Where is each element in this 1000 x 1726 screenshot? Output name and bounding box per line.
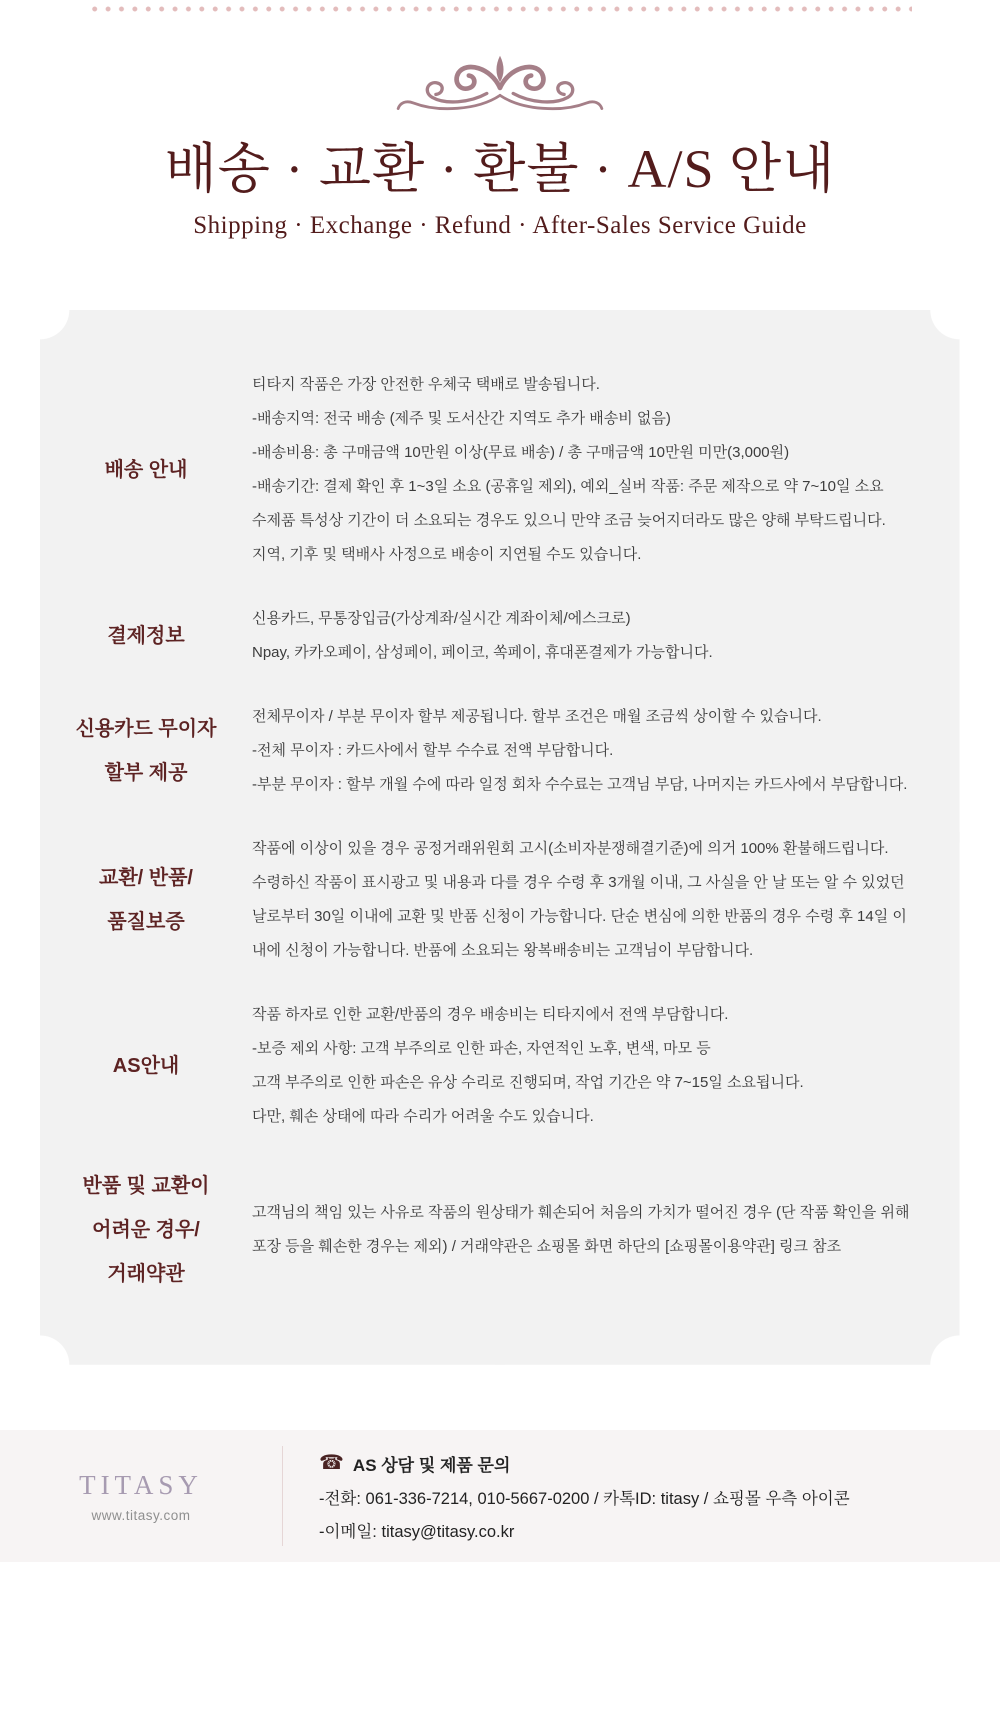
section-exchange-return xyxy=(40,832,940,968)
section-exchange-return-label xyxy=(40,856,252,944)
section-payment xyxy=(40,602,940,670)
body-line: 전체무이자 / 부분 무이자 할부 제공됩니다. 할부 조건은 매월 조금씩 상이할 수 있습니다. xyxy=(252,708,822,725)
contact-title-row xyxy=(319,1451,850,1476)
body-line: 수제품 특성상 기간이 더 소요되는 경우도 있으니 만약 조금 늦어지더라도 많은 양해 부탁드립니다. xyxy=(252,512,886,529)
body-line: 날로부터 30일 이내에 교환 및 반품 신청이 가능합니다. 단순 변심에 의한 반품의 경우 수령 후 14일 이 xyxy=(252,908,907,925)
section-shipping xyxy=(40,368,940,572)
section-terms-label xyxy=(40,1164,252,1296)
label-line: 배송 안내 xyxy=(104,459,188,481)
info-card xyxy=(40,310,960,1365)
section-as-guide-label xyxy=(40,1044,252,1088)
body-line: 고객님의 책임 있는 사유로 작품의 원상태가 훼손되어 처음의 가치가 떨어진 경우 (단 작품 확인을 위해 xyxy=(252,1204,910,1221)
contact-title: AS 상담 및 제품 문의 xyxy=(352,1455,511,1475)
footer-divider xyxy=(282,1446,283,1546)
body-line: 티타지 작품은 가장 안전한 우체국 택배로 발송됩니다. xyxy=(252,376,600,393)
section-terms-body xyxy=(252,1196,940,1264)
brand-website: www.titasy.com xyxy=(91,1507,191,1523)
section-payment-body xyxy=(252,602,940,670)
footer xyxy=(0,1430,1000,1562)
body-line: 수령하신 작품이 표시광고 및 내용과 다를 경우 수령 후 3개월 이내, 그 사실을 안 날 또는 알 수 있었던 xyxy=(252,874,905,891)
contact-phone-line: -전화: 061-336-7214, 010-5667-0200 / 카톡ID: titasy / 쇼핑몰 우측 아이콘 xyxy=(319,1489,850,1508)
brand-logo: TITASY xyxy=(79,1469,203,1500)
page-title: 배송 · 교환 · 환불 · A/S 안내 xyxy=(164,139,836,199)
section-payment-label xyxy=(40,614,252,658)
label-line: 결제정보 xyxy=(107,625,185,647)
section-as-guide xyxy=(40,998,940,1134)
body-line: Npay, 카카오페이, 삼성페이, 페이코, 쏙페이, 휴대폰결제가 가능합니다. xyxy=(252,644,713,661)
label-line: 반품 및 교환이 xyxy=(82,1175,210,1197)
body-line: -보증 제외 사항: 고객 부주의로 인한 파손, 자연적인 노후, 변색, 마모 등 xyxy=(252,1040,711,1057)
label-line: 거래약관 xyxy=(107,1263,185,1285)
section-shipping-label xyxy=(40,448,252,492)
label-line: 할부 제공 xyxy=(104,762,188,784)
body-line: -전체 무이자 : 카드사에서 할부 수수료 전액 부담합니다. xyxy=(252,742,614,759)
body-line: -배송비용: 총 구매금액 10만원 이상(무료 배송) / 총 구매금액 10만원 미만(3,000원) xyxy=(252,444,790,461)
section-shipping-body xyxy=(252,368,940,572)
label-line: AS안내 xyxy=(112,1055,180,1077)
section-installment-body xyxy=(252,700,940,802)
label-line: 교환/ 반품/ xyxy=(99,867,193,889)
brand-block xyxy=(0,1470,282,1523)
label-line: 어려운 경우/ xyxy=(92,1219,200,1241)
body-line: 작품 하자로 인한 교환/반품의 경우 배송비는 티타지에서 전액 부담합니다. xyxy=(252,1006,729,1023)
section-terms xyxy=(40,1164,940,1296)
body-line: 신용카드, 무통장입금(가상계좌/실시간 계좌이체/에스크로) xyxy=(252,610,631,627)
section-as-guide-body xyxy=(252,998,940,1134)
body-line: -배송지역: 전국 배송 (제주 및 도서산간 지역도 추가 배송비 없음) xyxy=(252,410,671,427)
body-line: 고객 부주의로 인한 파손은 유상 수리로 진행되며, 작업 기간은 약 7~15일 소요됩니다. xyxy=(252,1074,804,1091)
phone-icon: ☎ xyxy=(319,1452,344,1474)
section-installment-label xyxy=(40,707,252,795)
body-line: 지역, 기후 및 택배사 사정으로 배송이 지연될 수도 있습니다. xyxy=(252,546,642,563)
dotted-top-border xyxy=(88,6,912,12)
contact-block xyxy=(319,1451,850,1542)
body-line: -배송기간: 결제 확인 후 1~3일 소요 (공휴일 제외), 예외_실버 작품: 주문 제작으로 약 7~10일 소요 xyxy=(252,478,884,495)
flourish-ornament-icon xyxy=(395,52,605,123)
label-line: 품질보증 xyxy=(107,911,185,933)
label-line: 신용카드 무이자 xyxy=(75,718,217,740)
body-line: 내에 신청이 가능합니다. 반품에 소요되는 왕복배송비는 고객님이 부담합니다. xyxy=(252,942,754,959)
section-exchange-return-body xyxy=(252,832,940,968)
body-line: 다만, 훼손 상태에 따라 수리가 어려울 수도 있습니다. xyxy=(252,1108,594,1125)
section-installment xyxy=(40,700,940,802)
body-line: -부분 무이자 : 할부 개월 수에 따라 일정 회차 수수료는 고객님 부담, 나머지는 카드사에서 부담합니다. xyxy=(252,776,908,793)
body-line: 포장 등을 훼손한 경우는 제외) / 거래약관은 쇼핑몰 화면 하단의 [쇼핑몰이용약관] 링크 참조 xyxy=(252,1238,842,1255)
body-line: 작품에 이상이 있을 경우 공정거래위원회 고시(소비자분쟁해결기준)에 의거 100% 환불해드립니다. xyxy=(252,840,889,857)
page-subtitle: Shipping · Exchange · Refund · After-Sales Service Guide xyxy=(193,212,807,239)
contact-email-line: -이메일: titasy@titasy.co.kr xyxy=(319,1522,515,1541)
